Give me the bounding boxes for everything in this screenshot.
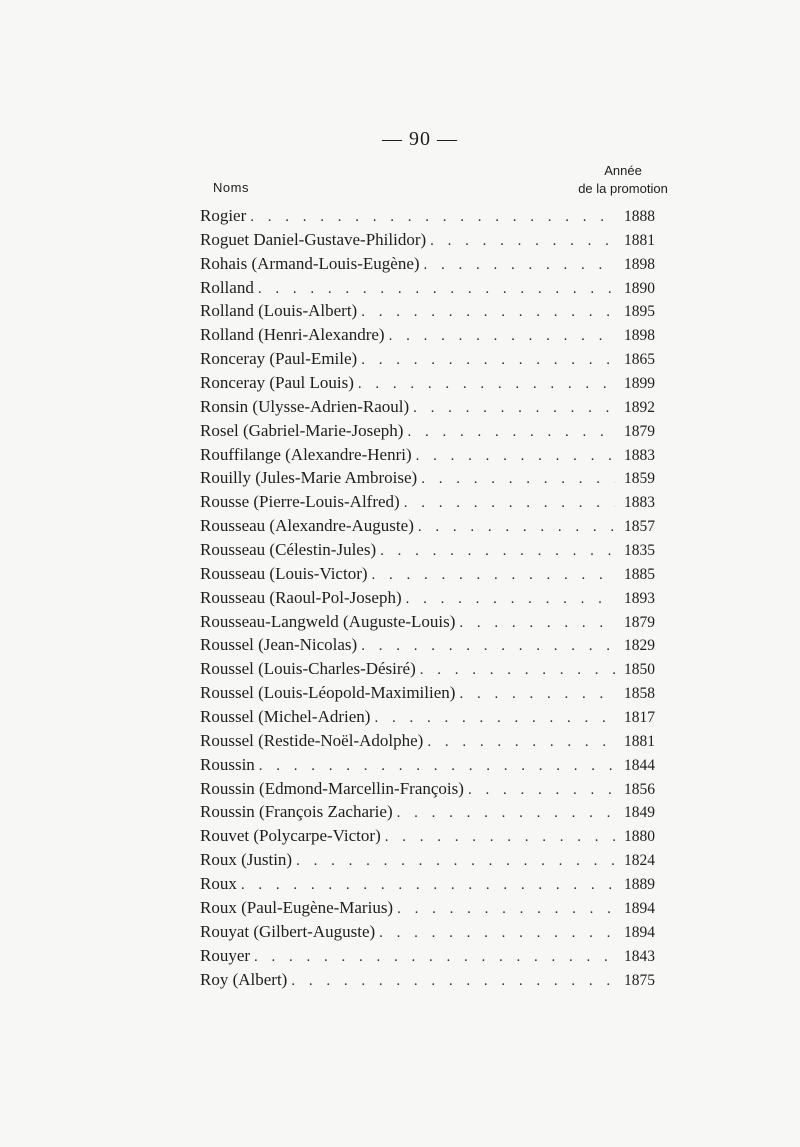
dot-leader xyxy=(424,257,615,274)
entry-year: 1859 xyxy=(624,470,655,488)
entry-name: Roussel (Louis-Charles-Désiré) xyxy=(200,659,416,679)
list-item xyxy=(200,898,655,922)
list-item xyxy=(200,421,655,445)
dot-leader xyxy=(374,710,615,727)
entry-name: Rousseau (Raoul-Pol-Joseph) xyxy=(200,587,402,607)
dot-leader xyxy=(421,471,615,488)
dot-leader xyxy=(385,829,615,846)
entry-year: 1856 xyxy=(624,780,655,798)
entry-year: 1843 xyxy=(624,947,655,965)
entry-year: 1895 xyxy=(624,303,655,321)
dot-leader xyxy=(250,209,615,226)
entry-year: 1817 xyxy=(624,709,655,727)
dot-leader xyxy=(361,304,615,321)
entry-year: 1850 xyxy=(624,661,655,679)
entry-name: Rolland (Henri-Alexandre) xyxy=(200,325,385,345)
entry-name: Rohais (Armand-Louis-Eugène) xyxy=(200,253,420,273)
list-item xyxy=(200,254,655,278)
list-item xyxy=(200,970,655,994)
list-item xyxy=(200,683,655,707)
dot-leader xyxy=(459,686,615,703)
list-item xyxy=(200,612,655,636)
entry-year: 1898 xyxy=(624,327,655,345)
entry-name: Rolland (Louis-Albert) xyxy=(200,301,358,321)
list-item xyxy=(200,468,655,492)
dot-leader xyxy=(361,352,615,369)
entry-name: Rousseau (Louis-Victor) xyxy=(200,563,368,583)
entry-year: 1894 xyxy=(624,923,655,941)
entry-year: 1881 xyxy=(624,732,655,750)
dot-leader xyxy=(407,424,615,441)
list-item xyxy=(200,731,655,755)
entry-year: 1892 xyxy=(624,398,655,416)
entry-name: Roussel (Michel-Adrien) xyxy=(200,707,371,727)
entry-year: 1893 xyxy=(624,589,655,607)
list-item xyxy=(200,755,655,779)
dot-leader xyxy=(358,376,615,393)
entry-name: Rouilly (Jules-Marie Ambroise) xyxy=(200,468,418,488)
entry-name: Roux xyxy=(200,874,237,894)
list-item xyxy=(200,301,655,325)
list-item xyxy=(200,540,655,564)
entry-year: 1881 xyxy=(624,231,655,249)
entry-year: 1875 xyxy=(624,971,655,989)
page-number: — 90 — xyxy=(382,128,458,150)
entry-name: Roussel (Restide-Noël-Adolphe) xyxy=(200,730,424,750)
dot-leader xyxy=(406,591,615,608)
entry-name: Ronceray (Paul Louis) xyxy=(200,373,354,393)
dot-leader xyxy=(259,758,615,775)
entry-year: 1857 xyxy=(624,518,655,536)
list-item xyxy=(200,922,655,946)
entry-name: Rogier xyxy=(200,206,247,225)
entry-name: Ronsin (Ulysse-Adrien-Raoul) xyxy=(200,396,410,416)
entry-year: 1894 xyxy=(624,899,655,917)
entry-name: Rousseau-Langweld (Auguste-Louis) xyxy=(200,611,456,631)
dot-leader xyxy=(389,328,615,345)
entry-year: 1883 xyxy=(624,446,655,464)
dot-leader xyxy=(379,925,615,942)
entry-name: Roux (Paul-Eugène-Marius) xyxy=(200,897,394,917)
list-item xyxy=(200,445,655,469)
dot-leader xyxy=(427,734,615,751)
entry-year: 1835 xyxy=(624,542,655,560)
entry-name: Roux (Justin) xyxy=(200,850,293,870)
dot-leader xyxy=(296,853,615,870)
year-header-line-1: Année xyxy=(604,163,642,178)
entry-year: 1844 xyxy=(624,756,655,774)
list-item xyxy=(200,635,655,659)
list-item xyxy=(200,850,655,874)
entry-year: 1879 xyxy=(624,422,655,440)
entry-year: 1865 xyxy=(624,351,655,369)
entry-year: 1885 xyxy=(624,565,655,583)
entry-name: Rouyat (Gilbert-Auguste) xyxy=(200,921,376,941)
dot-leader xyxy=(420,662,615,679)
entries-list xyxy=(200,206,655,993)
list-item xyxy=(200,564,655,588)
dot-leader xyxy=(291,973,615,990)
list-item xyxy=(200,826,655,850)
list-item xyxy=(200,802,655,826)
entry-year: 1849 xyxy=(624,804,655,822)
dot-leader xyxy=(404,495,615,512)
dot-leader xyxy=(258,281,615,298)
entry-name: Rouffilange (Alexandre-Henri) xyxy=(200,444,412,464)
list-item xyxy=(200,397,655,421)
dot-leader xyxy=(430,233,615,250)
dot-leader xyxy=(397,805,615,822)
names-column-header: Noms xyxy=(213,180,249,195)
list-item xyxy=(200,659,655,683)
entry-name: Roussin (Edmond-Marcellin-François) xyxy=(200,778,464,798)
dot-leader xyxy=(459,615,615,632)
entry-year: 1899 xyxy=(624,375,655,393)
list-item xyxy=(200,206,655,230)
list-item xyxy=(200,278,655,302)
list-item xyxy=(200,588,655,612)
year-header-line-2: de la promotion xyxy=(578,181,668,196)
entry-name: Rouvet (Polycarpe-Victor) xyxy=(200,826,381,846)
entry-year: 1880 xyxy=(624,828,655,846)
entry-name: Roguet Daniel-Gustave-Philidor) xyxy=(200,229,427,249)
list-item xyxy=(200,946,655,970)
entry-name: Rolland xyxy=(200,277,254,297)
dot-leader xyxy=(380,543,615,560)
entry-name: Roussel (Jean-Nicolas) xyxy=(200,635,358,655)
entry-name: Roy (Albert) xyxy=(200,969,288,989)
dot-leader xyxy=(241,877,615,894)
entry-name: Rousseau (Célestin-Jules) xyxy=(200,540,377,560)
entry-name: Rouyer xyxy=(200,945,251,965)
dot-leader xyxy=(468,782,615,799)
dot-leader xyxy=(416,448,615,465)
entry-year: 1829 xyxy=(624,637,655,655)
entry-year: 1824 xyxy=(624,852,655,870)
entry-year: 1890 xyxy=(624,279,655,297)
entry-year: 1898 xyxy=(624,255,655,273)
entry-year: 1883 xyxy=(624,494,655,512)
list-item xyxy=(200,492,655,516)
year-column-header xyxy=(560,162,686,198)
list-item xyxy=(200,230,655,254)
list-item xyxy=(200,707,655,731)
dot-leader xyxy=(372,567,615,584)
entry-year: 1889 xyxy=(624,876,655,894)
entry-name: Rousseau (Alexandre-Auguste) xyxy=(200,516,414,536)
entry-year: 1858 xyxy=(624,685,655,703)
entry-name: Rosel (Gabriel-Marie-Joseph) xyxy=(200,420,404,440)
dot-leader xyxy=(361,638,615,655)
list-item xyxy=(200,349,655,373)
dot-leader xyxy=(413,400,615,417)
list-item xyxy=(200,516,655,540)
list-item xyxy=(200,874,655,898)
list-item xyxy=(200,779,655,803)
dot-leader xyxy=(418,519,615,536)
entry-year: 1888 xyxy=(624,208,655,225)
entry-name: Roussin xyxy=(200,754,255,774)
dot-leader xyxy=(254,949,615,966)
list-item xyxy=(200,373,655,397)
entry-name: Roussin (François Zacharie) xyxy=(200,802,393,822)
entry-name: Ronceray (Paul-Emile) xyxy=(200,349,358,369)
entry-name: Roussel (Louis-Léopold-Maximilien) xyxy=(200,683,456,703)
entry-name: Rousse (Pierre-Louis-Alfred) xyxy=(200,492,400,512)
dot-leader xyxy=(397,901,615,918)
entry-year: 1879 xyxy=(624,613,655,631)
list-item xyxy=(200,325,655,349)
